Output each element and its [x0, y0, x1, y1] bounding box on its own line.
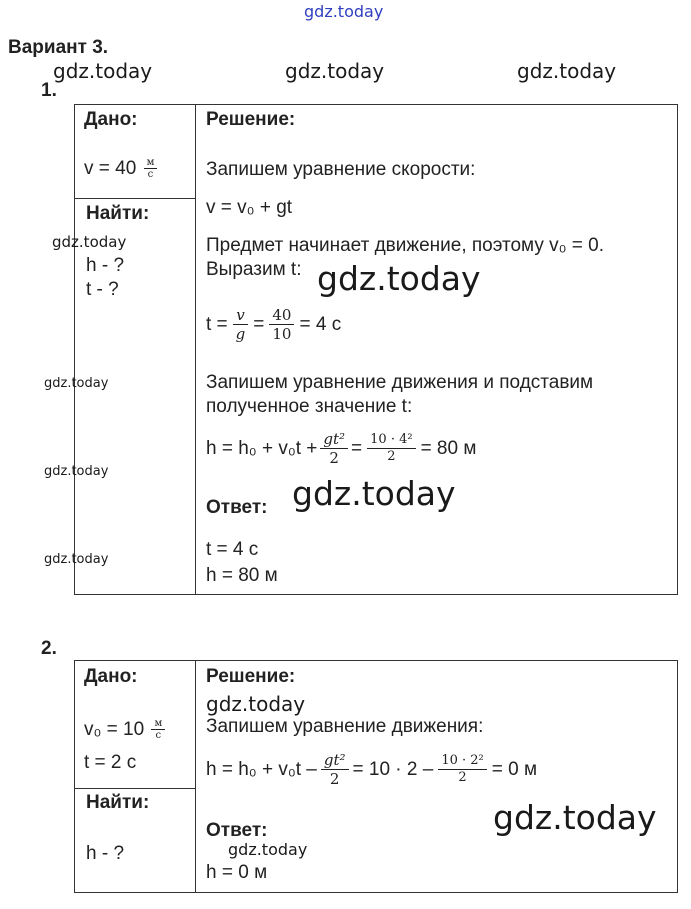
problem-1-line-1: Запишем уравнение скорости:: [206, 159, 476, 180]
watermark: gdz.today: [285, 59, 385, 83]
eq-den-1: 2: [329, 769, 340, 788]
problem-1-answer-t: t = 4 с: [206, 539, 259, 560]
problem-2-line-1: Запишем уравнение движения:: [206, 716, 484, 737]
watermark: gdz.today: [44, 552, 109, 567]
problem-2-solution-label: Решение:: [206, 666, 296, 687]
watermark: gdz.today: [206, 692, 306, 716]
problem-1-find-h: h - ?: [86, 255, 125, 276]
eq2-num-2: 40: [269, 307, 294, 325]
watermark: gdz.today: [44, 464, 109, 479]
given-v0-text: v₀ = 10: [84, 719, 145, 741]
problem-2-given-separator: [74, 788, 195, 789]
eq-num-2: 10 · 2²: [438, 754, 486, 769]
eq-num-1: gt²: [321, 752, 349, 770]
watermark: gdz.today: [44, 376, 109, 391]
problem-1-find-label: Найти:: [86, 203, 150, 224]
eq-den-2: 2: [458, 769, 467, 785]
problem-2-answer-h: h = 0 м: [206, 862, 268, 883]
eq-mid: = 10 · 2 –: [352, 758, 434, 780]
problem-1-eq-1: v = v₀ + gt: [206, 197, 293, 218]
given-v-text: v = 40: [84, 158, 137, 180]
problem-1-answer-h: h = 80 м: [206, 565, 278, 586]
unit-num: м: [144, 157, 158, 169]
eq2-den-1: g: [235, 324, 246, 343]
problem-1-line-2: Предмет начинает движение, поэтому v₀ = 0.: [206, 235, 604, 256]
problem-1-given-label: Дано:: [84, 109, 138, 130]
problem-1-divider: [195, 104, 196, 594]
unit-den: с: [155, 730, 162, 741]
watermark: gdz.today: [228, 840, 308, 859]
problem-1-find-t: t - ?: [86, 279, 119, 300]
eq-fraction-2: [438, 754, 486, 785]
problem-1-given-v: [84, 157, 159, 181]
problem-2-find-label: Найти:: [86, 792, 150, 813]
unit-fraction: [144, 157, 158, 181]
problem-1-line-5: полученное значение t:: [206, 396, 413, 417]
problem-1-line-4: Запишем уравнение движения и подставим: [206, 372, 594, 393]
problem-1-solution-label: Решение:: [206, 109, 296, 130]
eq2-lhs: t =: [206, 313, 228, 335]
eq3-den-2: 2: [387, 448, 396, 464]
eq3-fraction-2: [367, 433, 415, 464]
eq3-eq: =: [351, 437, 363, 459]
problem-1-answer-label: Ответ:: [206, 497, 268, 518]
problem-2-eq: [206, 752, 537, 788]
unit-fraction: [151, 718, 165, 742]
unit-num: м: [151, 718, 165, 730]
problem-1-eq-3: [206, 431, 476, 467]
problem-2-divider: [195, 660, 196, 892]
eq2-eq: =: [253, 313, 265, 335]
eq-fraction-1: [321, 752, 349, 788]
eq2-num-1: v: [233, 307, 247, 325]
problem-2-find-h: h - ?: [86, 843, 125, 864]
problem-1-line-3: Выразим t:: [206, 259, 302, 280]
watermark: gdz.today: [317, 259, 481, 298]
problem-2-given-v0: [84, 718, 167, 742]
problem-2-given-t: t = 2 с: [84, 752, 137, 773]
unit-den: с: [147, 169, 154, 180]
watermark: gdz.today: [53, 59, 153, 83]
eq2-fraction-2: [269, 307, 294, 343]
problem-2-number: 2.: [41, 638, 57, 659]
eq-lhs: h = h₀ + v₀t –: [206, 758, 317, 780]
eq3-fraction-1: [320, 431, 348, 467]
top-watermark: gdz.today: [304, 2, 384, 21]
watermark: gdz.today: [517, 59, 617, 83]
eq3-num-1: gt²: [320, 431, 348, 449]
problem-2-given-label: Дано:: [84, 666, 138, 687]
eq3-num-2: 10 · 4²: [367, 433, 415, 448]
problem-1-eq-2: [206, 307, 341, 343]
eq2-den-2: 10: [272, 324, 292, 343]
watermark: gdz.today: [493, 798, 657, 837]
variant-title: Вариант 3.: [8, 37, 109, 58]
watermark: gdz.today: [52, 233, 127, 251]
eq-rhs: = 0 м: [491, 758, 538, 780]
eq2-fraction-1: [233, 307, 249, 343]
eq3-den-1: 2: [329, 448, 339, 467]
watermark: gdz.today: [292, 474, 456, 513]
eq2-rhs: = 4 с: [299, 313, 342, 335]
problem-2-answer-label: Ответ:: [206, 820, 268, 841]
problem-1-number: 1.: [41, 80, 57, 101]
eq3-rhs: = 80 м: [420, 437, 477, 459]
eq3-lhs: h = h₀ + v₀t +: [206, 437, 318, 459]
problem-1-given-separator: [74, 198, 195, 199]
